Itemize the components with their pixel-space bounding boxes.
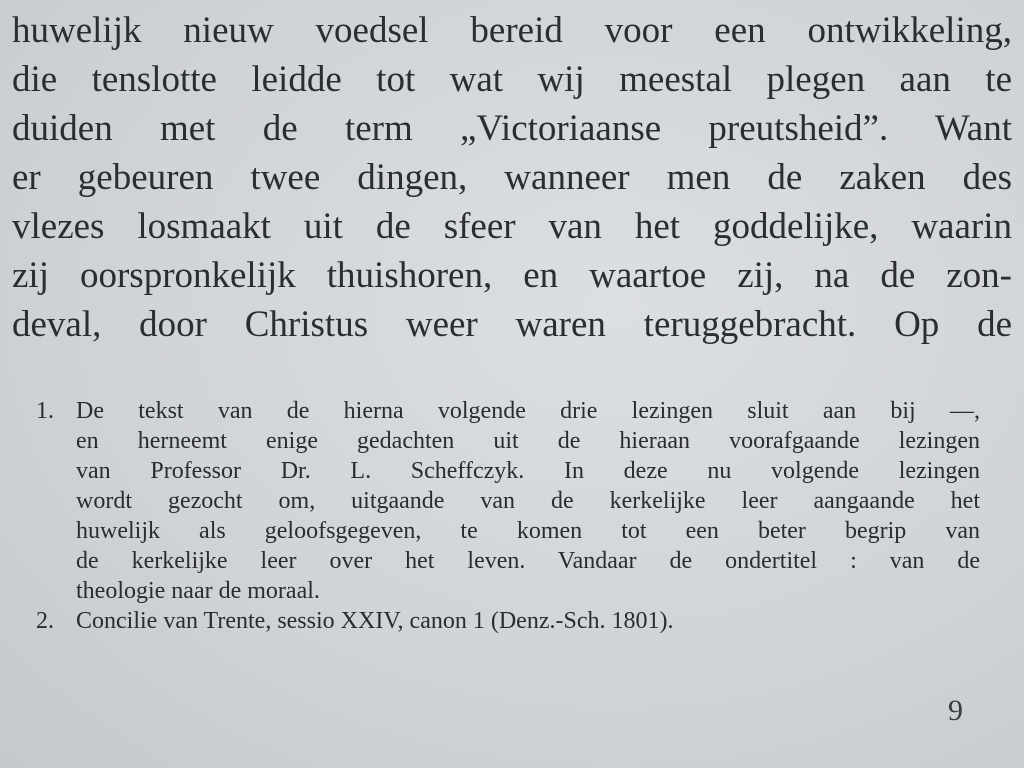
footnote-line: de kerkelijke leer over het leven. Vandaar de ondertitel : van de [76,548,980,574]
footnote-line: van Professor Dr. L. Scheffczyk. In deze nu volgende lezingen [76,458,980,484]
body-line: zij oorspronkelijk thuishoren, en waartoe zij, na de zon- [12,255,1012,296]
body-line: vlezes losmaakt uit de sfeer van het goddelijke, waarin [12,206,1012,247]
footnote-line: De tekst van de hierna volgende drie lezingen sluit aan bij —, [76,398,980,424]
footnote-line: en herneemt enige gedachten uit de hieraan voorafgaande lezingen [76,428,980,454]
body-line: deval, door Christus weer waren teruggebracht. Op de [12,304,1012,345]
footnote-line: theologie naar de moraal. [76,578,320,604]
footnote-number: 1. [36,398,54,424]
body-line: die tenslotte leidde tot wat wij meestal plegen aan te [12,59,1012,100]
footnotes [36,396,980,636]
body-line: huwelijk nieuw voedsel bereid voor een ontwikkeling, [12,10,1012,51]
footnote-line: wordt gezocht om, uitgaande van de kerkelijke leer aangaande het [76,488,980,514]
body-text [12,6,1012,349]
footnote-line: Concilie van Trente, sessio XXIV, canon 1 (Denz.-Sch. 1801). [76,608,674,634]
page-number: 9 [948,694,963,727]
footnote-number: 2. [36,608,54,634]
footnote-2 [36,606,980,636]
body-line: duiden met de term „Victoriaanse preutsheid”. Want [12,108,1012,149]
footnote-line: huwelijk als geloofsgegeven, te komen tot een beter begrip van [76,518,980,544]
body-line: er gebeuren twee dingen, wanneer men de zaken des [12,157,1012,198]
footnote-1 [36,396,980,606]
